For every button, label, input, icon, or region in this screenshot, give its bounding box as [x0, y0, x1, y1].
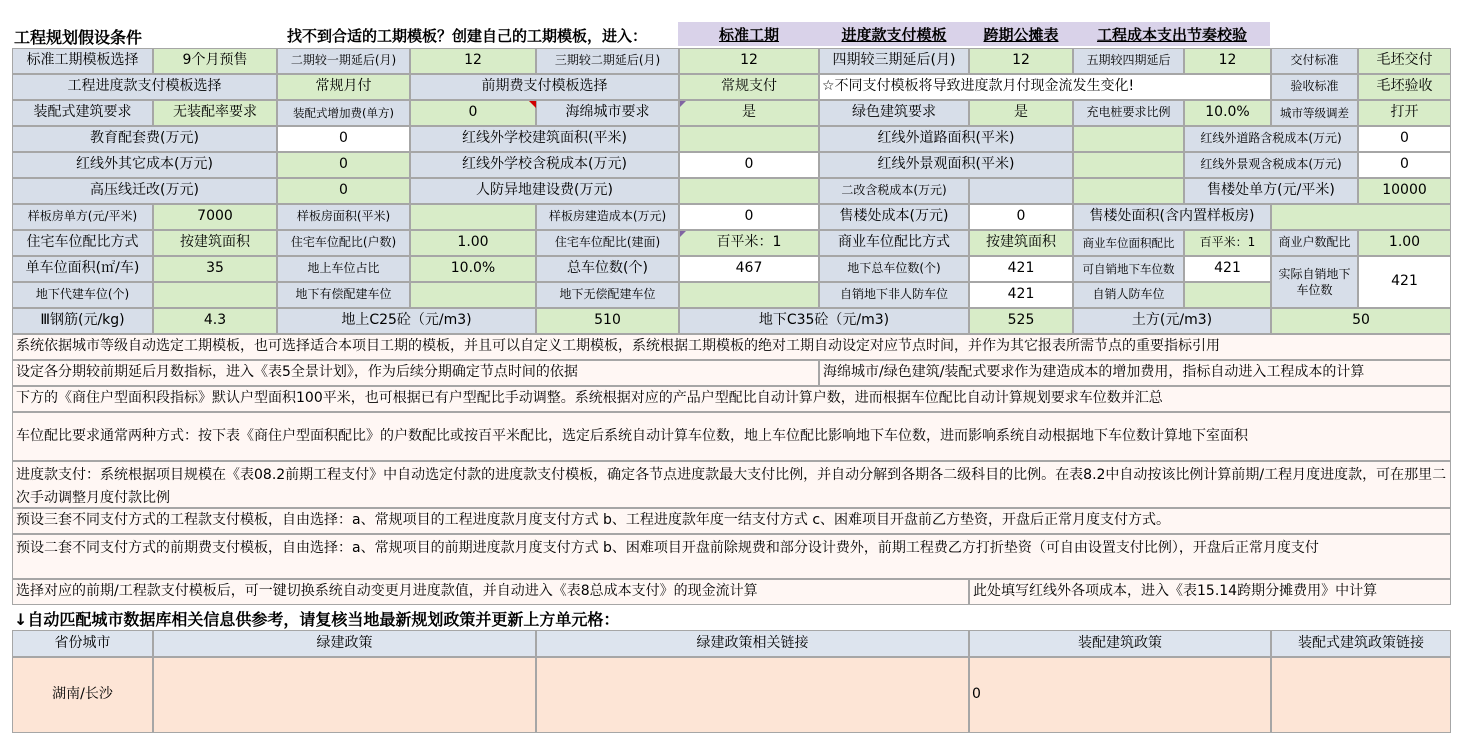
- dropdown-marker-icon: [680, 101, 686, 107]
- policy-city-value: 湖南/长沙: [12, 657, 153, 733]
- sales-office-area-input[interactable]: [1271, 204, 1451, 230]
- residential-parking-ratio-area-label: 住宅车位配比(建面): [536, 230, 679, 256]
- policy-header-prefab-links: 装配式建筑政策链接: [1271, 630, 1451, 657]
- sales-office-area-label: 售楼处面积(含内置样板房): [1073, 204, 1271, 230]
- underground-agent-parking-input[interactable]: [153, 282, 277, 308]
- offsite-landscape-cost-label: 红线外景观含税成本(万元): [1184, 152, 1358, 178]
- earthwork-price-label: 土方(元/m3): [1073, 308, 1271, 334]
- policy-prefab-links-value[interactable]: [1271, 657, 1451, 733]
- note-unit-area: 下方的《商住户型面积段指标》默认户型面积100平米，也可根据已有户型配比手动调整。系统根据对应的产品户型配比自动计算户数，进而根据车位配比自动计算规划要求车位数并汇总: [12, 386, 1451, 412]
- offsite-school-area-input[interactable]: [679, 126, 819, 152]
- residential-parking-ratio-units-input[interactable]: 1.00: [410, 230, 536, 256]
- phase4-delay-input[interactable]: 12: [969, 48, 1073, 74]
- commercial-parking-area-ratio-label: 商业车位面积配比: [1073, 230, 1184, 256]
- saleable-civil-defense-parking-label: 自销人防车位: [1073, 282, 1184, 308]
- above-ground-parking-ratio-input[interactable]: 10.0%: [410, 256, 536, 282]
- policy-header-prefab: 装配建筑政策: [969, 630, 1271, 657]
- policy-section-title: ↓自动匹配城市数据库相关信息供参考，请复核当地最新规划政策并更新上方单元格：: [14, 610, 620, 629]
- underground-free-parking-label: 地下无偿配建车位: [536, 282, 679, 308]
- green-building-select[interactable]: 是: [969, 100, 1073, 126]
- acceptance-standard-select[interactable]: 毛坯验收: [1358, 74, 1451, 100]
- cost-rhythm-check-link[interactable]: 工程成本支出节奏校验: [1082, 22, 1262, 46]
- progress-payment-template-select[interactable]: 常规月付: [277, 74, 410, 100]
- civil-defense-fee-label: 人防异地建设费(万元): [410, 178, 679, 204]
- charging-pile-ratio-label: 充电桩要求比例: [1073, 100, 1184, 126]
- offsite-landscape-cost-value[interactable]: 0: [1358, 152, 1451, 178]
- dropdown-marker-icon: [680, 231, 686, 237]
- offsite-road-cost-value[interactable]: 0: [1358, 126, 1451, 152]
- note-construction-payment-templates: 预设三套不同支付方式的工程款支付模板，自由选择：a、常规项目的工程进度款月度支付方式 b、工程进度款年度一结支付方式 c、困难项目开盘前乙方垫资，开盘后正常月度支付方式。: [12, 508, 1451, 534]
- hv-line-relocation-label: 高压线迁改(万元): [12, 178, 277, 204]
- schedule-template-select[interactable]: 9个月预售: [153, 48, 277, 74]
- green-building-label: 绿色建筑要求: [819, 100, 969, 126]
- commercial-units-ratio-label: 商业户数配比: [1271, 230, 1358, 256]
- commercial-parking-area-ratio-input[interactable]: 百平米：1: [1184, 230, 1271, 256]
- comment-marker-icon: [529, 101, 536, 108]
- civil-defense-fee-input[interactable]: [679, 178, 819, 204]
- prefab-requirement-select[interactable]: 无装配率要求: [153, 100, 277, 126]
- prefab-extra-cost-input[interactable]: 0: [410, 100, 536, 126]
- phase5-delay-label: 五期较四期延后: [1073, 48, 1184, 74]
- secondary-renovation-cost-label: 二改含税成本(万元): [819, 178, 969, 204]
- showroom-area-input[interactable]: [410, 204, 536, 230]
- underground-agent-parking-label: 地下代建车位(个): [12, 282, 153, 308]
- underground-paid-parking-label: 地下有偿配建车位: [277, 282, 410, 308]
- phase3-delay-label: 三期较二期延后(月): [536, 48, 679, 74]
- rebar-price-input[interactable]: 4.3: [153, 308, 277, 334]
- delivery-standard-select[interactable]: 毛坯交付: [1358, 48, 1451, 74]
- phase4-delay-label: 四期较三期延后(月): [819, 48, 969, 74]
- c25-concrete-price-input[interactable]: 510: [536, 308, 679, 334]
- offsite-landscape-area-label: 红线外景观面积(平米): [819, 152, 1073, 178]
- education-fee-value[interactable]: 0: [277, 126, 410, 152]
- phase3-delay-input[interactable]: 12: [679, 48, 819, 74]
- hv-line-relocation-input[interactable]: 0: [277, 178, 410, 204]
- residential-parking-ratio-area-input[interactable]: 百平米：1: [679, 230, 819, 256]
- sales-office-cost-label: 售楼处成本(万元): [819, 204, 969, 230]
- offsite-school-cost-value[interactable]: 0: [679, 152, 819, 178]
- saleable-non-civil-defense-parking-label: 自销地下非人防车位: [819, 282, 969, 308]
- preliminary-fee-template-label: 前期费支付模板选择: [410, 74, 679, 100]
- offsite-other-cost-input[interactable]: 0: [277, 152, 410, 178]
- charging-pile-ratio-input[interactable]: 10.0%: [1184, 100, 1271, 126]
- total-parking-value[interactable]: 467: [679, 256, 819, 282]
- note-offsite-cost: 此处填写红线外各项成本，进入《表15.14跨期分摊费用》中计算: [969, 579, 1451, 605]
- policy-header-city: 省份城市: [12, 630, 153, 657]
- total-parking-label: 总车位数(个): [536, 256, 679, 282]
- c35-concrete-price-label: 地下C35砼（元/m3): [679, 308, 969, 334]
- cross-period-allocation-link[interactable]: 跨期公摊表: [972, 22, 1070, 46]
- delivery-standard-label: 交付标准: [1271, 48, 1358, 74]
- city-level-adjust-select[interactable]: 打开: [1358, 100, 1451, 126]
- prefab-extra-cost-label: 装配式增加费(单方): [277, 100, 410, 126]
- policy-green-building-links-value[interactable]: [536, 657, 969, 733]
- c35-concrete-price-input[interactable]: 525: [969, 308, 1073, 334]
- phase2-delay-label: 二期较一期延后(月): [277, 48, 410, 74]
- preliminary-fee-template-select[interactable]: 常规支付: [679, 74, 819, 100]
- payment-template-warning: ☆不同支付模板将导致进度款月付现金流发生变化!: [819, 74, 1271, 100]
- showroom-area-label: 样板房面积(平米): [277, 204, 410, 230]
- offsite-road-area-label: 红线外道路面积(平米): [819, 126, 1073, 152]
- commercial-parking-method-select[interactable]: 按建筑面积: [969, 230, 1073, 256]
- schedule-template-label: 标准工期模板选择: [12, 48, 153, 74]
- offsite-road-area-input[interactable]: [1073, 126, 1184, 152]
- saleable-civil-defense-parking-input[interactable]: [1184, 282, 1271, 308]
- policy-green-building-value: [153, 657, 536, 733]
- showroom-unit-cost-input[interactable]: 7000: [153, 204, 277, 230]
- standard-schedule-link[interactable]: 标准工期: [690, 22, 808, 46]
- progress-payment-template-label: 工程进度款支付模板选择: [12, 74, 277, 100]
- secondary-renovation-cost-input[interactable]: [1073, 178, 1184, 204]
- template-prompt: 找不到合适的工期模板？创建自己的工期模板，进入：: [287, 27, 648, 45]
- commercial-units-ratio-input[interactable]: 1.00: [1358, 230, 1451, 256]
- earthwork-price-input[interactable]: 50: [1271, 308, 1451, 334]
- phase5-delay-input[interactable]: 12: [1184, 48, 1271, 74]
- actual-saleable-underground-parking-value[interactable]: 421: [1358, 256, 1451, 308]
- underground-parking-total-value[interactable]: 421: [969, 256, 1073, 282]
- parking-space-area-input[interactable]: 35: [153, 256, 277, 282]
- education-fee-label: 教育配套费(万元): [12, 126, 277, 152]
- sponge-city-label: 海绵城市要求: [536, 100, 679, 126]
- actual-saleable-underground-parking-label: 实际自销地下车位数: [1271, 256, 1358, 308]
- commercial-parking-method-label: 商业车位配比方式: [819, 230, 969, 256]
- acceptance-standard-label: 验收标准: [1271, 74, 1358, 100]
- saleable-non-civil-defense-parking-value[interactable]: 421: [969, 282, 1073, 308]
- residential-parking-method-label: 住宅车位配比方式: [12, 230, 153, 256]
- sales-office-cost-value[interactable]: 0: [969, 204, 1073, 230]
- progress-payment-template-link[interactable]: 进度款支付模板: [824, 22, 964, 46]
- underground-free-parking-input[interactable]: [679, 282, 819, 308]
- offsite-other-cost-label: 红线外其它成本(万元): [12, 152, 277, 178]
- note-progress-payment: 进度款支付：系统根据项目规模在《表08.2前期工程支付》中自动选定付款的进度款支付模板，确定各节点进度款最大支付比例，并自动分解到各期各二级科目的比例。在表8.2中自动按该比例计算前期/工程月度进度款，可在那里二次手动调整月度付款比例: [12, 461, 1451, 508]
- phase2-delay-input[interactable]: 12: [410, 48, 536, 74]
- showroom-cost-value[interactable]: 0: [679, 204, 819, 230]
- policy-header-green-building-links: 绿建政策相关链接: [536, 630, 969, 657]
- showroom-cost-label: 样板房建造成本(万元): [536, 204, 679, 230]
- policy-prefab-value: 0: [969, 657, 1271, 733]
- showroom-unit-cost-label: 样板房单方(元/平米): [12, 204, 153, 230]
- note-phase-delay: 设定各分期较前期延后月数指标，进入《表5全景计划》，作为后续分期确定节点时间的依据: [12, 360, 819, 386]
- offsite-school-area-label: 红线外学校建筑面积(平米): [410, 126, 679, 152]
- note-preliminary-fee-templates: 预设二套不同支付方式的前期费支付模板，自由选择：a、常规项目的前期进度款月度支付方式 b、困难项目开盘前除规费和部分设计费外，前期工程费乙方打折垫资（可自由设置支付比例），开盘后正常月度支付: [12, 534, 1451, 579]
- policy-header-green-building: 绿建政策: [153, 630, 536, 657]
- sales-office-unit-cost-input[interactable]: 10000: [1358, 178, 1451, 204]
- city-level-adjust-label: 城市等级调差: [1271, 100, 1358, 126]
- note-template-switch: 选择对应的前期/工程款支付模板后，可一键切换系统自动变更月进度款值，并自动进入《表8总成本支付》的现金流计算: [12, 579, 969, 605]
- rebar-price-label: Ⅲ钢筋(元/kg): [12, 308, 153, 334]
- saleable-underground-parking-value[interactable]: 421: [1184, 256, 1271, 282]
- sponge-city-select[interactable]: 是: [679, 100, 819, 126]
- page-title: 工程规划假设条件: [14, 28, 143, 47]
- underground-paid-parking-input[interactable]: [410, 282, 536, 308]
- offsite-school-cost-label: 红线外学校含税成本(万元): [410, 152, 679, 178]
- note-extra-cost: 海绵城市/绿色建筑/装配式要求作为建造成本的增加费用，指标自动进入工程成本的计算: [819, 360, 1451, 386]
- note-schedule-template: 系统依据城市等级自动选定工期模板，也可选择适合本项目工期的模板，并且可以自定义工期模板，系统根据工期模板的绝对工期自动设定对应节点时间，并作为其它报表所需节点的重要指标引用: [12, 334, 1451, 360]
- sales-office-unit-cost-label: 售楼处单方(元/平米): [1184, 178, 1358, 204]
- above-ground-parking-ratio-label: 地上车位占比: [277, 256, 410, 282]
- note-parking-ratio: 车位配比要求通常两种方式：按下表《商住户型面积配比》的户数配比或按百平米配比，选定后系统自动计算车位数，地上车位配比影响地下车位数，进而影响系统自动根据地下车位数计算地下室面积: [12, 412, 1451, 461]
- residential-parking-method-select[interactable]: 按建筑面积: [153, 230, 277, 256]
- offsite-road-cost-label: 红线外道路含税成本(万元): [1184, 126, 1358, 152]
- residential-parking-ratio-units-label: 住宅车位配比(户数): [277, 230, 410, 256]
- underground-parking-total-label: 地下总车位数(个): [819, 256, 969, 282]
- secondary-renovation-cost-value[interactable]: [969, 178, 1073, 204]
- offsite-landscape-area-input[interactable]: [1073, 152, 1184, 178]
- c25-concrete-price-label: 地上C25砼（元/m3): [277, 308, 536, 334]
- prefab-requirement-label: 装配式建筑要求: [12, 100, 153, 126]
- saleable-underground-parking-label: 可自销地下车位数: [1073, 256, 1184, 282]
- parking-space-area-label: 单车位面积(㎡/车): [12, 256, 153, 282]
